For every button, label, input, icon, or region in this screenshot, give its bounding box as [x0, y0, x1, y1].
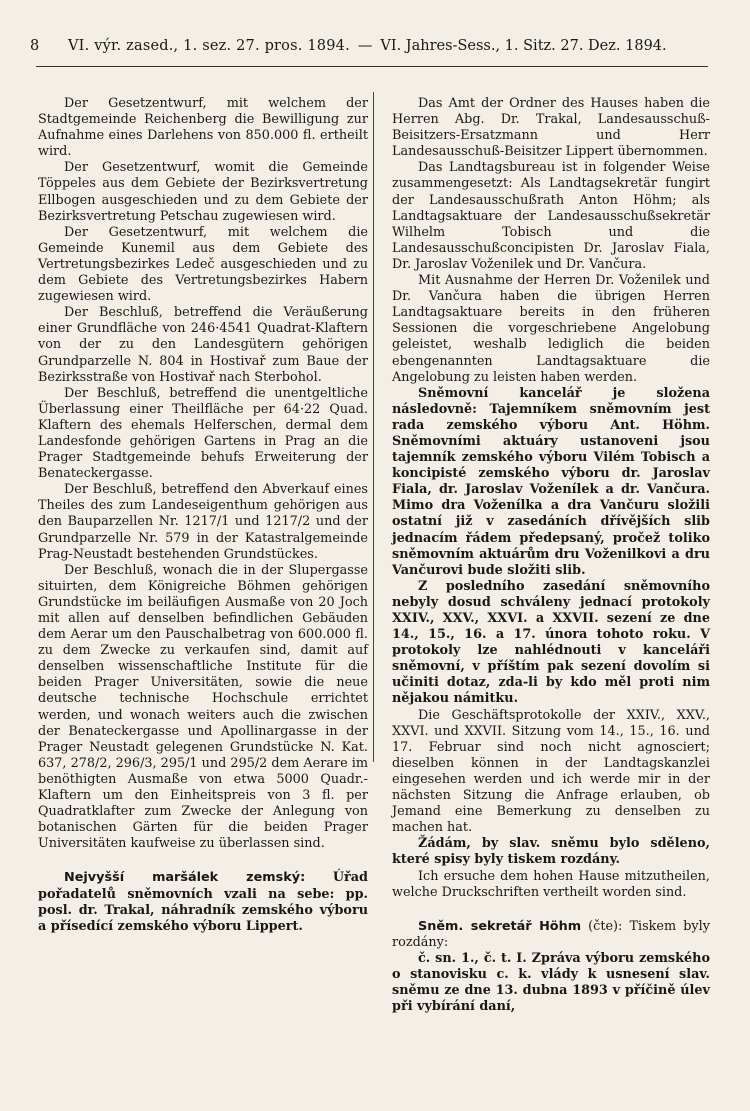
header-czech: VI. výr. zased., 1. sez. 27. pros. 1894.	[68, 38, 350, 54]
paragraph: Žádám, by slav. sněmu bylo sděleno, které spisy byly tiskem rozdány.	[392, 836, 710, 868]
paragraph: č. sn. 1., č. t. I. Zpráva výboru zemského o stanovisku c. k. vlády k usnesení slav. sněmu ze dne 13. dubna 1893 v příčině úlev při vybírání daní,	[392, 950, 710, 1015]
paragraph: Mit Ausnahme der Herren Dr. Voženilek und Dr. Vančura haben die übrigen Herren Landtagsaktuare bereits in den früheren Sessionen die vorgeschriebene Angelobung geleistet, weshalb lediglich die beiden ebengenannten Landtagsaktuare die Angelobung zu leisten haben werden.	[392, 273, 710, 385]
speaker-text: Úřad pořadatelů sněmovních vzali na sebe: pp. posl. dr. Trakal, náhradník zemského výboru a přísedící zemského výboru Lippert.	[38, 870, 368, 934]
paragraph: Das Amt der Ordner des Hauses haben die Herren Abg. Dr. Trakal, Landesausschuß-Beisitzers-Ersatzmann und Herr Landesausschuß-Beisitzer Lippert übernommen.	[392, 96, 710, 160]
paragraph: Der Gesetzentwurf, mit welchem der Stadtgemeinde Reichenberg die Bewilligung zur Aufnahme eines Darlehens von 850.000 fl. ertheilt wird.	[38, 96, 368, 160]
right-column	[392, 96, 710, 1015]
left-column	[38, 96, 368, 935]
paragraph: Sněmovní kancelář je složena následovně: Tajemníkem sněmovním jest rada zemského výboru Ant. Höhm. Sněmovními aktuáry ustanoveni jsou tajemník zemského výboru Vilém Tobisch a koncipisté zemského výboru dr. Jaroslav Fiala, dr. Jaroslav Voženílek a dr. Vančura. Mimo dra Voženílka a dra Vančuru složili ostatní již v zasedáních dřívějších slib jednacím řádem předepsaný, pročež toliko sněmovním aktuárům dru Voženilkovi a dru Vančurovi bude složiti slib.	[392, 385, 710, 578]
speaker-name: Nejvyšší maršálek zemský:	[64, 870, 306, 886]
paragraph: Der Beschluß, wonach die in der Slupergasse situirten, dem Königreiche Böhmen gehörigen Grundstücke im beiläufigen Ausmaße von 20 Joch mit allen auf denselben befindlichen Gebäuden dem Aerar um den Pauschalbetrag von 600.000 fl. zu dem Zwecke zu verkaufen sind, damit auf denselben wissenschaftliche Institute für die beiden Prager Universitäten, sowie die neue deutsche technische Hochschule errichtet werden, und wonach weiters auch die zwischen der Benateckergasse und Apollinargasse in der Prager Neustadt gelegenen Grundstücke N. Kat. 637, 278/2, 296/3, 295/1 und 295/2 dem Aerare im benöthigten Ausmaße von etwa 5000 Quadr.-Klaftern um den Einheitspreis von 3 fl. per Quadratklafter zum Zwecke der Anlegung von botanischen Gärten für die beiden Prager Universitäten kaufweise zu überlassen sind.	[38, 562, 368, 852]
paragraph: Der Gesetzentwurf, womit die Gemeinde Töppeles aus dem Gebiete der Bezirksvertretung Ellbogen ausgeschieden und zu dem Gebiete der Bezirksvertretung Petschau zugewiesen wird.	[38, 160, 368, 224]
paragraph: Die Geschäftsprotokolle der XXIV., XXV., XXVI. und XXVII. Sitzung vom 14., 15., 16. und 17. Februar sind noch nicht agnosciert; dieselben können in der Landtagskanzlei eingesehen werden und ich werde mir in der nächsten Sitzung die Anfrage erlauben, ob Jemand eine Bemerkung zu denselben zu machen hat.	[392, 707, 710, 836]
page-number: 8	[30, 38, 40, 54]
header-rule	[36, 66, 708, 67]
column-divider	[373, 92, 374, 762]
speaker-suffix: (čte): Tiskem byly rozdány:	[392, 918, 710, 950]
paragraph: Z posledního zasedání sněmovního nebyly dosud schváleny jednací protokoly XXIV., XXV., XXVI. a XXVII. sezení ze dne 14., 15., 16. a 17. února tohoto roku. V protokoly lze nahlédnouti v kanceláři sněmovní, v příštím pak sezení dovolím si učiniti dotaz, zda-li by kdo měl proti nim nějakou námitku.	[392, 578, 710, 707]
header-separator: —	[357, 38, 373, 54]
paragraph: Der Gesetzentwurf, mit welchem die Gemeinde Kunemil aus dem Gebiete des Vertretungsbezirkes Ledeč ausgeschieden und zu dem Gebiete des Vertretungsbezirkes Habern zugewiesen wird.	[38, 224, 368, 305]
header-german: VI. Jahres-Sess., 1. Sitz. 27. Dez. 1894.	[380, 38, 667, 54]
speaker-paragraph	[392, 919, 710, 951]
paragraph: Ich ersuche dem hohen Hause mitzutheilen, welche Druckschriften vertheilt worden sind.	[392, 868, 710, 900]
paragraph: Der Beschluß, betreffend die unentgeltliche Überlassung einer Theilfläche per 64·22 Quad. Klaftern des ehemals Helferschen, dermal dem Landesfonde gehörigen Gartens in Prag an die Prager Stadtgemeinde behufs Erweiterung der Benateckergasse.	[38, 385, 368, 482]
paragraph: Der Beschluß, betreffend den Abverkauf eines Theiles des zum Landeseigenthum gehörigen aus den Bauparzellen Nr. 1217/1 und 1217/2 und der Grundparzelle Nr. 579 in der Katastralgemeinde Prag-Neustadt bestehenden Grundstückes.	[38, 482, 368, 562]
speaker-paragraph	[38, 870, 368, 934]
paragraph: Das Landtagsbureau ist in folgender Weise zusammengesetzt: Als Landtagsekretär fungirt der Landesausschußrath Anton Höhm; als Landtagsaktuare der Landesausschußsekretär Wilhelm Tobisch und die Landesausschußconcipisten Dr. Jaroslav Fiala, Dr. Jaroslav Voženilek und Dr. Vančura.	[392, 160, 710, 272]
page-header	[30, 38, 710, 54]
paragraph: Der Beschluß, betreffend die Veräußerung einer Grundfläche von 246·4541 Quadrat-Klaftern von der zu den Landesgütern gehörigen Grundparzelle N. 804 in Hostivař zum Baue der Bezirksstraße von Hostivař nach Sterbohol.	[38, 305, 368, 385]
speaker-name: Sněm. sekretář Höhm	[418, 918, 582, 934]
